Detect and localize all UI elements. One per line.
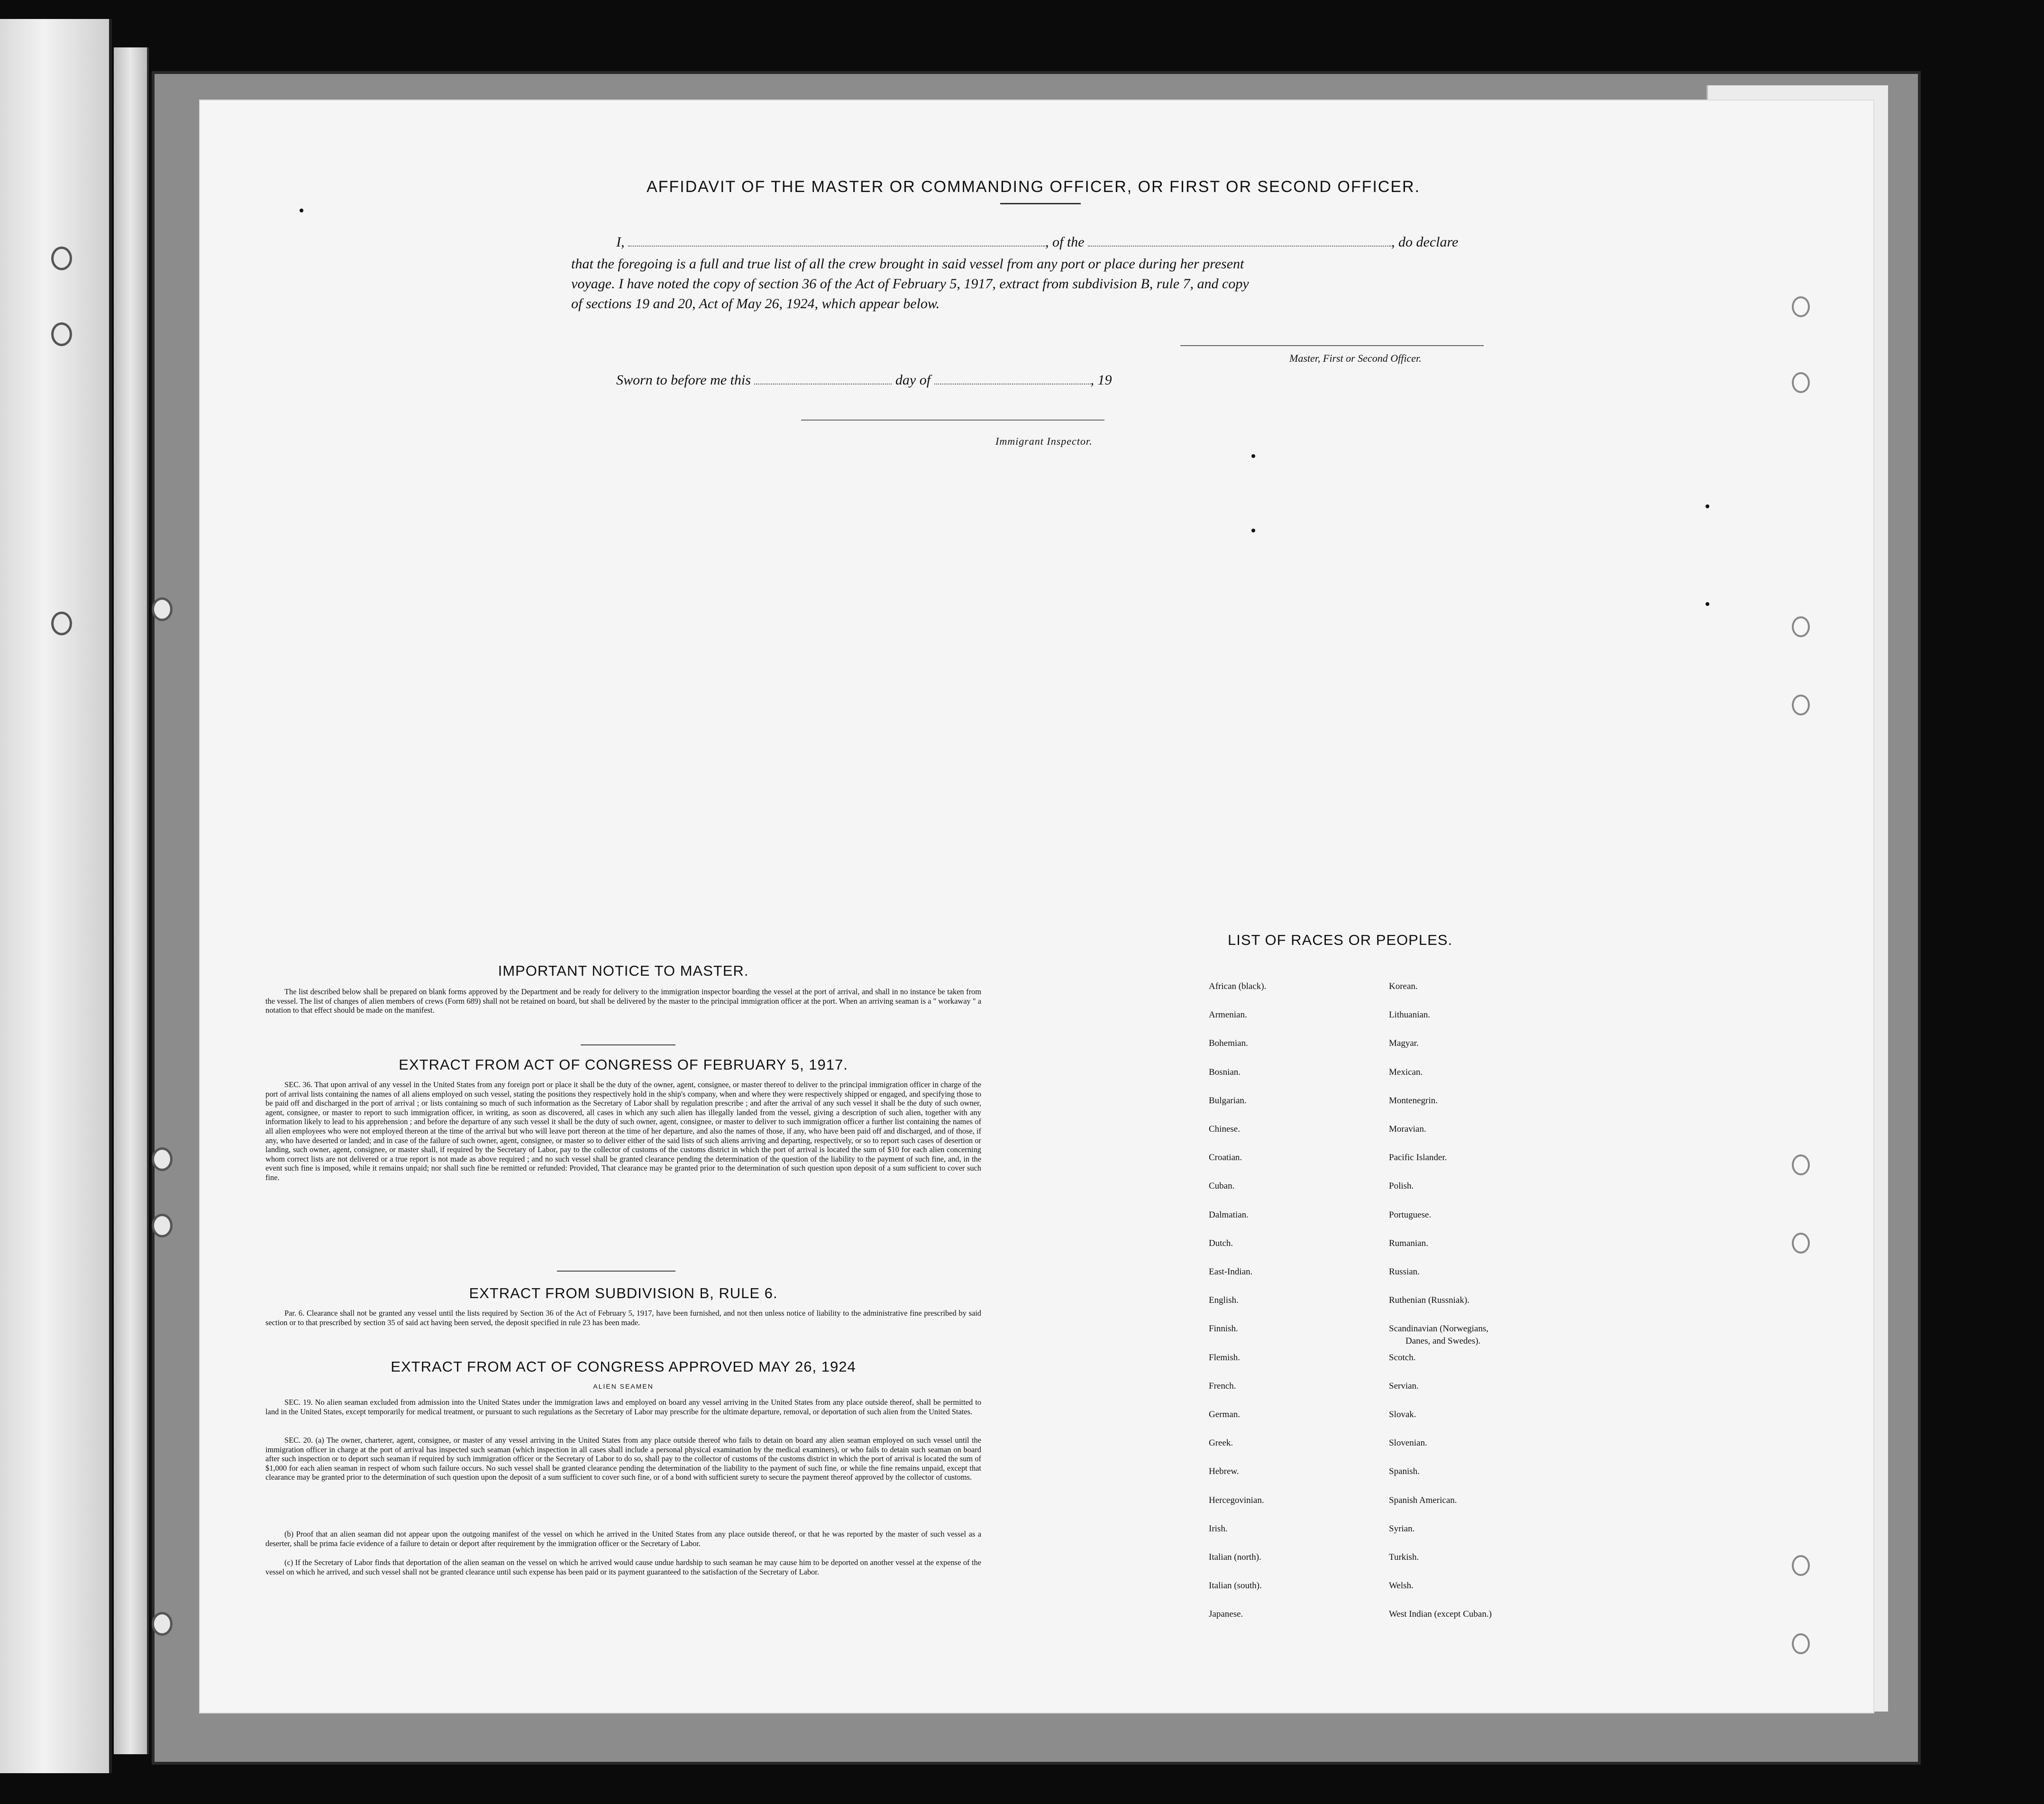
race-item: Chinese. bbox=[1209, 1124, 1240, 1134]
sec-19-text: SEC. 19. No alien seaman excluded from admission into the United States under the immigration laws and employed on board any vessel arriving in the United States from any place outside thereof, shall be permitted to land in the United States, except temporarily for medical treatment, or pursuant to such regulations as the Secretary of Labor may prescribe for the ultimate departure, removal, or deportation of such alien from the United States. bbox=[265, 1398, 981, 1416]
section-rule bbox=[557, 1271, 675, 1272]
officer-label: Master, First or Second Officer. bbox=[1289, 352, 1422, 364]
notice-title: IMPORTANT NOTICE TO MASTER. bbox=[498, 962, 749, 979]
race-item: Greek. bbox=[1209, 1438, 1233, 1448]
ink-speck bbox=[1706, 602, 1709, 606]
title-rule bbox=[1000, 203, 1081, 204]
race-item: Pacific Islander. bbox=[1389, 1153, 1447, 1163]
race-item: Servian. bbox=[1389, 1381, 1419, 1391]
race-item: West Indian (except Cuban.) bbox=[1389, 1609, 1492, 1620]
ink-speck bbox=[1706, 504, 1709, 508]
race-item: Lithuanian. bbox=[1389, 1010, 1431, 1020]
race-item: Korean. bbox=[1389, 981, 1418, 991]
race-item: Dalmatian. bbox=[1209, 1209, 1249, 1220]
sworn-line bbox=[616, 372, 1112, 388]
declaration-line-1 bbox=[616, 234, 1458, 250]
race-item: Montenegrin. bbox=[1389, 1095, 1438, 1106]
declaration-line-4: of sections 19 and 20, Act of May 26, 1924, which appear below. bbox=[571, 296, 940, 311]
declaration-declare: , do declare bbox=[1391, 234, 1459, 250]
race-item: Irish. bbox=[1209, 1523, 1228, 1534]
race-item: German. bbox=[1209, 1410, 1240, 1419]
ink-speck bbox=[1251, 454, 1255, 458]
notice-text: The list described below shall be prepared on blank forms approved by the Department and be ready for delivery to the immigration inspector boarding the vessel at the port of arrival, and shall in no instance be taken from the vessel. The list of changes of alien members of crews (Form 689) shall not be retained on board, but shall be delivered by the master to the principal immigration officer at the port. When an arriving seaman is a " workaway " a notation to that effect should be made on the manifest. bbox=[265, 987, 981, 1015]
page-hole bbox=[1792, 1233, 1810, 1254]
master-name-field[interactable] bbox=[628, 235, 1045, 247]
page-hole bbox=[1792, 1633, 1810, 1654]
race-item: Croatian. bbox=[1209, 1153, 1242, 1163]
races-title: LIST OF RACES OR PEOPLES. bbox=[1228, 932, 1453, 948]
race-item: Italian (north). bbox=[1209, 1552, 1261, 1562]
race-item: Dutch. bbox=[1209, 1238, 1233, 1248]
page-hole bbox=[1792, 296, 1810, 317]
declaration-of-the: , of the bbox=[1045, 234, 1085, 250]
race-item: Magyar. bbox=[1389, 1038, 1419, 1049]
binder-hole bbox=[152, 1612, 173, 1636]
race-item: Russian. bbox=[1389, 1267, 1420, 1277]
affidavit-title: AFFIDAVIT OF THE MASTER OR COMMANDING OFFICER, OR FIRST OR SECOND OFFICER. bbox=[646, 178, 1421, 196]
race-item: Slovak. bbox=[1389, 1410, 1416, 1419]
sec-20c-text: (c) If the Secretary of Labor finds that deportation of the alien seaman on the vessel on which he arrived would cause undue hardship to such seaman he may cause him to be deported on another vessel at the expense of the vessel on which he arrived, and such vessel shall not be granted clearance until such expense has been paid or its payment guaranteed to the satisfaction of the Secretary of Labor. bbox=[265, 1558, 981, 1576]
race-item: East-Indian. bbox=[1209, 1267, 1253, 1277]
sec-20b-text: (b) Proof that an alien seaman did not appear upon the outgoing manifest of the vessel on which he arrived in the United States from any place outside thereof, or that he was reported by the master of such vessel as a deserter, shall be prima facie evidence of a failure to detain or deport after requirement by the immigration officer or the Secretary of Labor. bbox=[265, 1529, 981, 1548]
race-item: Polish. bbox=[1389, 1181, 1414, 1191]
race-item: Turkish. bbox=[1389, 1552, 1419, 1562]
race-item: African (black). bbox=[1209, 981, 1267, 991]
alien-seamen-subtitle: ALIEN SEAMEN bbox=[593, 1383, 654, 1390]
sworn-day-label: day of bbox=[895, 372, 931, 388]
race-item: Spanish American. bbox=[1389, 1495, 1457, 1505]
sworn-label: Sworn to before me this bbox=[616, 372, 751, 388]
race-item: Hercegovinian. bbox=[1209, 1495, 1264, 1505]
race-item: Flemish. bbox=[1209, 1352, 1240, 1363]
binder-hole bbox=[51, 612, 72, 635]
binder-hole bbox=[152, 1214, 173, 1237]
inspector-signature-line[interactable] bbox=[801, 420, 1104, 421]
race-item: Moravian. bbox=[1389, 1124, 1426, 1134]
page-hole bbox=[1792, 616, 1810, 637]
extract-1917-title: EXTRACT FROM ACT OF CONGRESS OF FEBRUARY 5, 1917. bbox=[399, 1056, 848, 1073]
rule-6-title: EXTRACT FROM SUBDIVISION B, RULE 6. bbox=[469, 1285, 778, 1301]
race-item: English. bbox=[1209, 1295, 1239, 1306]
sworn-month-field[interactable] bbox=[934, 373, 1091, 385]
race-item: Cuban. bbox=[1209, 1181, 1235, 1191]
race-item: Ruthenian (Russniak). bbox=[1389, 1295, 1469, 1306]
race-item: Bosnian. bbox=[1209, 1067, 1241, 1077]
binder-hole bbox=[152, 1147, 173, 1171]
race-item: Finnish. bbox=[1209, 1324, 1238, 1334]
race-item: Hebrew. bbox=[1209, 1466, 1239, 1477]
race-item: Spanish. bbox=[1389, 1466, 1420, 1477]
extract-1924-title: EXTRACT FROM ACT OF CONGRESS APPROVED MAY 26, 1924 bbox=[391, 1358, 856, 1375]
race-item: Scandinavian (Norwegians, bbox=[1389, 1324, 1488, 1334]
race-item: Bulgarian. bbox=[1209, 1095, 1247, 1106]
race-item: Danes, and Swedes). bbox=[1405, 1336, 1481, 1346]
race-item: Slovenian. bbox=[1389, 1438, 1427, 1448]
section-rule bbox=[581, 1044, 675, 1045]
race-item: Portuguese. bbox=[1389, 1209, 1432, 1220]
sworn-year-label: , 19 bbox=[1090, 372, 1112, 388]
binder-edge bbox=[114, 47, 149, 1754]
race-item: Rumanian. bbox=[1389, 1238, 1428, 1248]
race-item: Armenian. bbox=[1209, 1010, 1247, 1020]
binder-hole bbox=[51, 322, 72, 346]
officer-signature-line[interactable] bbox=[1180, 345, 1484, 346]
page-hole bbox=[1792, 1154, 1810, 1175]
race-item: Syrian. bbox=[1389, 1523, 1415, 1534]
page-hole bbox=[1792, 372, 1810, 393]
sworn-day-field[interactable] bbox=[754, 373, 892, 385]
ink-speck bbox=[1251, 529, 1255, 532]
sec-20a-text: SEC. 20. (a) The owner, charterer, agent, consignee, or master of any vessel arriving in the United States from any place outside thereof who fails to detain on board any alien seaman employed on such vessel until the immigration officer in charge at the port of arrival has inspected such seaman (which inspection in all cases shall include a personal physical examination by the medical examiners), or who fails to detain such seaman on board after such inspection or to deport such seaman if required by such immigration officer or the Secretary of Labor to do so, shall pay to the collector of customs of the customs district in which the port of arrival is located the sum of $1,000 for each alien seaman in respect of whom such failure occurs. No such vessel shall be granted clearance pending the determination of the liability to the payment of such fine, or while the fine remains unpaid, except that clearance may be granted prior to the determination of such question upon the deposit of a sum sufficient to cover such fine, or of a bond with sufficient surety to secure the payment thereof approved by the collector of customs. bbox=[265, 1436, 981, 1482]
race-item: Italian (south). bbox=[1209, 1581, 1262, 1591]
inspector-label: Immigrant Inspector. bbox=[995, 435, 1093, 447]
race-item: French. bbox=[1209, 1381, 1236, 1391]
ink-speck bbox=[300, 209, 303, 212]
declaration-i: I, bbox=[616, 234, 625, 250]
race-item: Welsh. bbox=[1389, 1581, 1414, 1591]
declaration-line-2: that the foregoing is a full and true list of all the crew brought in said vessel from any port or place during her present bbox=[571, 256, 1244, 272]
rule-6-text: Par. 6. Clearance shall not be granted any vessel until the lists required by Section 36 of the Act of February 5, 1917, have been furnished, and not then unless notice of liability to the administrative fine prescribed by said section or to that prescribed by section 35 of said act having been served, the deposit specified in rule 23 has been made. bbox=[265, 1309, 981, 1327]
race-item: Bohemian. bbox=[1209, 1038, 1248, 1049]
extract-1917-text: SEC. 36. That upon arrival of any vessel in the United States from any foreign port or place it shall be the duty of the owner, agent, consignee, or master thereof to deliver to the principal immigration officer in charge of the port of arrival lists containing the names of all aliens employed on such vessel, stating the positions they respectively hold in the ship's company, when and where they were respectively shipped or engaged, and specifying those to be paid off and discharged in the port of arrival ; or lists containing so much of such information as the Secretary of Labor shall by regulation prescribe ; and after the arrival of any such vessel it shall be the duty of such owner, agent, consignee, or master to report to such immigration officer, in writing, as soon as discovered, all cases in which any such alien has illegally landed from the vessel, giving a description of such alien, together with any information likely to lead to his apprehension ; and before the departure of any such vessel it shall be the duty of such owner, agent, consignee, or master to deliver to such immigration officer a further list containing the names of all alien employees who were not employed thereon at the time of the arrival but who will leave port thereon at the time of her departure, and also the names of those, if any, who have been paid off and discharged, and of those, if any, who have deserted or landed; and in case of the failure of such owner, agent, consignee, or master so to deliver either of the said lists of such aliens arriving and departing, respectively, or so to report such cases of desertion or landing, such owner, agent, consignee, or master shall, if required by the Secretary of Labor, pay to the collector of customs of the customs district in which the port of arrival is located the sum of $10 for each alien concerning whom correct lists are not delivered or a true report is not made as above required ; and no such vessel shall be granted clearance pending the determination of the question of the liability to the payment of such fine, and, in the event such fine is imposed, while it remains unpaid; nor shall such fine be remitted or refunded: Provided, That clearance may be granted prior to the determination of such question upon deposit of a sum sufficient to cover such fine. bbox=[265, 1080, 981, 1182]
race-item: Mexican. bbox=[1389, 1067, 1423, 1077]
vessel-name-field[interactable] bbox=[1088, 235, 1391, 247]
declaration-line-3: voyage. I have noted the copy of section 36 of the Act of February 5, 1917, extract from subdivision B, rule 7, and copy bbox=[571, 276, 1249, 292]
binder-strip bbox=[0, 19, 112, 1773]
race-item: Scotch. bbox=[1389, 1352, 1416, 1363]
binder-hole bbox=[152, 597, 173, 621]
binder-hole bbox=[51, 247, 72, 270]
page-hole bbox=[1792, 1555, 1810, 1576]
race-item: Japanese. bbox=[1209, 1609, 1243, 1620]
page-hole bbox=[1792, 695, 1810, 715]
